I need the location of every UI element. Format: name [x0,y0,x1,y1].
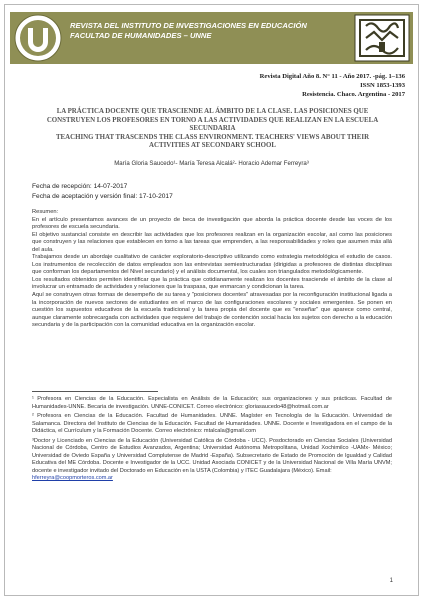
journal-location: Resistencia. Chaco. Argentina - 2017 [302,90,405,98]
author-email-link[interactable]: hferreyra@coopmorteros.com.ar [32,475,113,482]
faculty-name: FACULTAD DE HUMANIDADES – UNNE [70,31,212,40]
journal-issn: ISSN 1853-1393 [360,81,405,89]
abstract-heading: Resumen: [32,209,59,215]
page-number: 1 [389,578,393,584]
abstract-paragraph: Los resultados obtenidos permiten identificar que la práctica que cotidianamente realizan los docentes trasciende el ámbito de la clase al involucrar un entramado de actividades y relaciones que la traspasa, que enmarcan y condicionan la tarea. [32,276,392,291]
footnote-separator [32,391,158,392]
received-date: Fecha de recepción: 14-07-2017 [32,183,128,190]
abstract [32,209,392,330]
footnote-3 [32,438,392,483]
article-dates [32,182,173,201]
article-titles [40,108,385,151]
journal-metadata [260,73,405,99]
footnote-1: ¹ Profesora en Ciencias de la Educación. Especialista en Análisis de la Educación; sus organizaciones y sus prácticas. Facultad de Humanidades-UNNE. Becaria de investigación. UNNE-CONICET. Correo electrónico: gloriasaucedo48@hotmail.com.ar [32,396,392,410]
institute-emblem-icon [354,14,410,62]
authors: María Gloria Saucedo¹- María Teresa Alcalá²- Horacio Ademar Ferreyra³ [114,160,309,167]
accepted-date: Fecha de aceptación y versión final: 17-10-2017 [32,192,173,200]
abstract-paragraph: En el artículo presentamos avances de un proyecto de beca de investigación que aborda la práctica docente desde las voces de los profesores de escuela secundaria. [32,216,392,231]
abstract-paragraph: Trabajamos desde un abordaje cualitativo de carácter exploratorio-descriptivo utilizando como estrategia metodológica el estudio de casos. Los instrumentos de recolección de datos empleados son las entrevistas semiestructuradas (dirigidas a profesores de distintas disciplinas que conforman los departamentos del Nivel secundario) y el análisis documental, los cuales son triangulados metodológicamente. [32,254,392,276]
abstract-paragraph: El objetivo sustancial consiste en describir las actividades que los profesores realizan en la organización escolar, así como las posiciones que construyen y las relaciones que establecen en torno a las tareas que emprenden, a las responsabilidades y roles que asumen más allá del aula. [32,231,392,253]
banner-text [70,21,340,41]
journal-issue: Revista Digital Año 8. N° 11 - Año 2017. -pág. 1–136 [259,73,405,80]
university-logo-icon [14,14,62,62]
footnote-3-text: ³Doctor y Licenciado en Ciencias de la Educación (Universidad Católica de Córdoba - UCC). Posdoctorado en Ciencias Sociales (Universidad Nacional de Córdoba, Centro de Estudios Avanzados, Argentina; Universidad Autónoma Metropolitana, Unidad Xochimilco -UAMx- México; Universidad de Oviedo España y Universidad Complutense de Madrid -España). Subsecretario de Estado de Promoción de Igualdad y Calidad Educativa del ME Córdoba. Docente e Investigador de la UCC. Unidad Asociada CONICET y de la Universidad Nacional de Villa María UNVM; docente e investigador invitado del Doctorado en Educación en la USTA (Colombia) y ITEC Guadalajara (México). Email: [32,437,392,474]
abstract-paragraph: Aquí se construyen otras formas de desempeño de su tarea y "posiciones docentes" atravesadas por la reconfiguración institucional ligada a la incorporación de nuevos sectores de estudiantes en el marco de las configuraciones escolares y sociales emergentes. Se ponen en cuestión los supuestos educativos de la escuela tradicional y la tarea propia del docente que es "enseñar" que aparece como central, aunque claramente sobrecargada con actividades que requiere del trabajo de contención social hacia los sujetos con derecho a la educación secundaria y de la participación con la comunidad educativa en la organización escolar. [32,292,392,329]
journal-name: REVISTA DEL INSTITUTO DE INVESTIGACIONES EN EDUCACIÓN [70,21,307,30]
footnotes [32,396,392,485]
title-english: TEACHING THAT TRASCENDS THE CLASS ENVIRONMENT. TEACHERS' VIEWS ABOUT THEIR ACTIVITIES AT SECONDARY SCHOOL [55,133,370,150]
footnote-2: ² Profesora en Ciencias de la Educación. Facultad de Humanidades. UNNE. Magíster en Tecnología de la Educación. Universidad de Salamanca. Directora del Instituto de Ciencias de la Educación. Facultad de Humanidades. UNNE. Docente e Investigadora en el campo de la Didáctica, el Currículum y la Formación Docente. Correo electrónico: mtalcala@gmail.com [32,413,392,435]
title-spanish: LA PRÁCTICA DOCENTE QUE TRASCIENDE AL ÁMBITO DE LA CLASE. LAS POSICIONES QUE CONSTRUYEN LOS PROFESORES EN TORNO A LAS ACTIVIDADES QUE REALIZAN EN LA ESCUELA SECUNDARIA [46,108,379,133]
